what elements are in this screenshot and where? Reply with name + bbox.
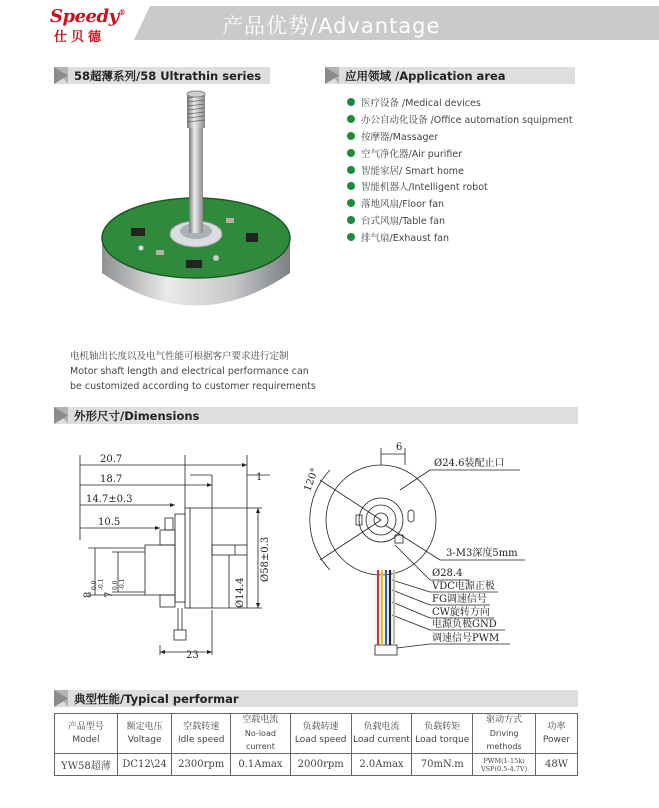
caption-en-2: be customized according to customer requirements — [70, 381, 316, 392]
dim-7: 7 — [104, 591, 115, 598]
wire-label-gnd: 电源负极GND — [432, 619, 497, 630]
label-screw: 3-M3深度5mm — [446, 548, 518, 559]
dim-20-7: 20.7 — [100, 454, 123, 465]
section-application-label: 应用领域 /Application area — [345, 69, 506, 83]
caption-en-1: Motor shaft length and electrical performance can — [70, 366, 309, 377]
label-d28: Ø28.4 — [432, 568, 463, 579]
list-item: 办公自动化设备 /Office automation squipment — [347, 111, 573, 128]
header-idle-speed: 空载转速 Idle speed — [172, 714, 231, 754]
dim-8: 8 — [83, 591, 94, 598]
cell-load-current: 2.0Amax — [351, 754, 412, 776]
bullet-icon — [347, 233, 355, 241]
list-item: 智能机器人/Intelligent robot — [347, 178, 573, 195]
motor-caption — [70, 349, 316, 394]
table-header-row — [55, 714, 578, 754]
list-item: 排气扇/Exhaust fan — [347, 228, 573, 245]
cell-model: YW58超薄 — [55, 754, 118, 776]
cell-voltage: DC12\24 — [117, 754, 172, 776]
application-list — [347, 94, 573, 245]
header-voltage: 额定电压 Voltage — [117, 714, 172, 754]
brand-name: Speedy — [50, 6, 119, 27]
wire-label-vdc: VDC电源正极 — [432, 581, 495, 592]
section-ultrathin — [54, 67, 270, 84]
list-item: 落地风扇/Floor fan — [347, 195, 573, 212]
list-item: 空气净化器/Air purifier — [347, 144, 573, 161]
brand-reg: ® — [118, 8, 126, 17]
bullet-icon — [347, 182, 355, 190]
page-header — [0, 0, 659, 50]
dimension-drawing — [0, 430, 659, 680]
wire-label-pwm: 调速信号PWM — [432, 633, 500, 644]
section-application — [325, 67, 575, 84]
caption-cn: 电机轴出长度以及电气性能可根据客户要求进行定制 — [70, 351, 289, 362]
dim-14-7: 14.7±0.3 — [86, 494, 133, 505]
cell-idle-speed: 2300rpm — [172, 754, 231, 776]
cell-load-speed: 2000rpm — [290, 754, 351, 776]
dim-23: 23 — [186, 650, 199, 661]
dim-10-5: 10.5 — [98, 517, 121, 528]
dim-1: 1 — [256, 472, 263, 483]
header-model: 产品型号 Model — [55, 714, 118, 754]
bullet-icon — [347, 216, 355, 224]
dim-angle: 120° — [302, 466, 322, 494]
label-hole: Ø24.6装配止口 — [434, 458, 505, 469]
header-load-current: 负载电流 Load current — [351, 714, 412, 754]
bullet-icon — [347, 98, 355, 106]
brand-cn: 仕贝德 — [54, 30, 106, 45]
list-item: 医疗设备 /Medical devices — [347, 94, 573, 111]
list-item: 智能家居/ Smart home — [347, 161, 573, 178]
cell-driving: PWM(1-15k) VSP(0.5-4.7V) — [473, 754, 536, 776]
wire-label-fg: FG调速信号 — [432, 594, 487, 605]
dim-8-tol-up: 0.0 — [91, 580, 98, 590]
wire-label-cw: CW旋转方向 — [432, 607, 490, 618]
dim-7-tol-dn: -0.1 — [119, 578, 126, 590]
dim-6: 6 — [396, 442, 403, 453]
header-noload-current: 空载电流 No-load current — [231, 714, 291, 754]
cell-noload-current: 0.1Amax — [231, 754, 291, 776]
section-dimensions — [54, 407, 578, 424]
spec-table — [54, 713, 578, 776]
bullet-icon — [347, 149, 355, 157]
dim-58: Ø58±0.3 — [260, 536, 271, 582]
list-item: 台式风扇/Table fan — [347, 212, 573, 229]
list-item: 按摩器/Massager — [347, 128, 573, 145]
header-power: 功率 Power — [536, 714, 578, 754]
bullet-icon — [347, 199, 355, 207]
section-ultrathin-label: 58超薄系列/58 Ultrathin series — [74, 69, 262, 83]
bullet-icon — [347, 115, 355, 123]
table-row — [55, 754, 578, 776]
dim-7-tol-up: 0.0 — [112, 580, 119, 590]
title-bar — [150, 6, 659, 40]
cell-power: 48W — [536, 754, 578, 776]
dim-18-7: 18.7 — [100, 474, 123, 485]
section-performance-label: 典型性能/Typical performar — [74, 692, 239, 706]
page-title: 产品优势/Advantage — [222, 14, 441, 38]
section-dimensions-label: 外形尺寸/Dimensions — [74, 409, 200, 423]
section-performance — [54, 690, 578, 707]
dim-8-tol-dn: -0.1 — [98, 578, 105, 590]
bullet-icon — [347, 132, 355, 140]
bullet-icon — [347, 166, 355, 174]
header-load-speed: 负载转速 Load speed — [290, 714, 351, 754]
header-driving: 驱动方式 Driving methods — [473, 714, 536, 754]
dim-14-4: Ø14.4 — [235, 577, 246, 608]
brand-logo — [50, 6, 130, 46]
header-load-torque: 负载转矩 Load torque — [412, 714, 473, 754]
cell-load-torque: 70mN.m — [412, 754, 473, 776]
motor-photo — [96, 88, 296, 328]
